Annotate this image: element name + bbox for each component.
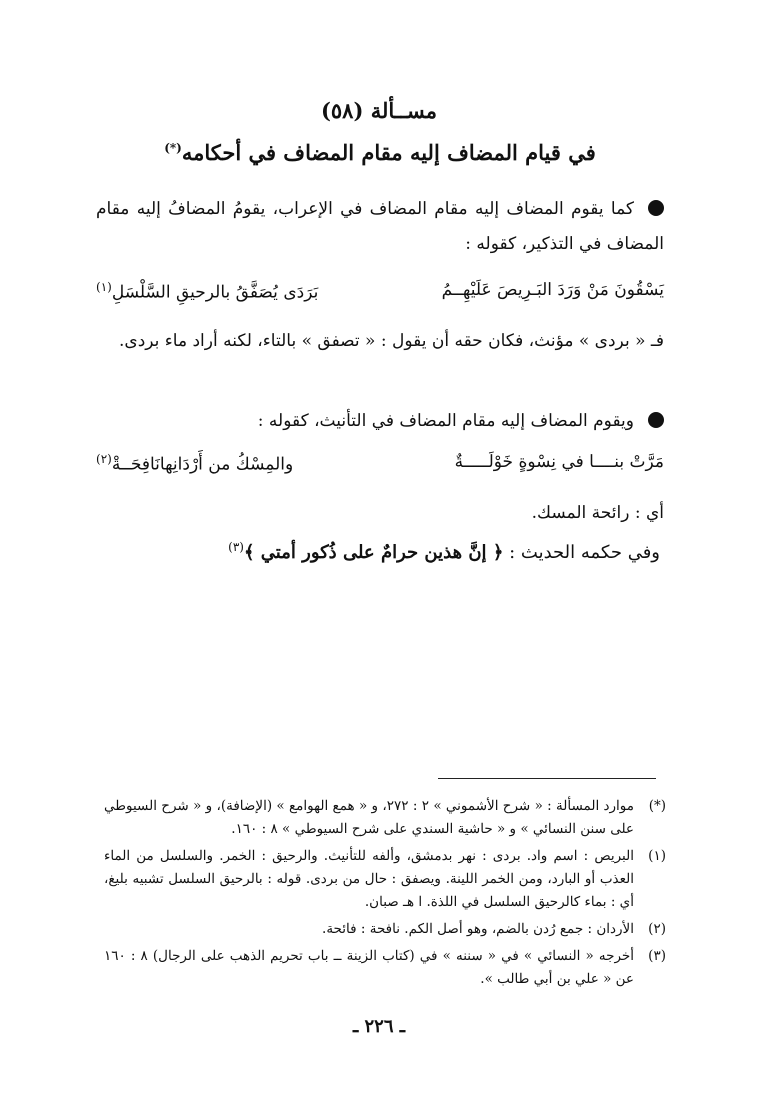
verse-2-first-hemistich xyxy=(455,452,664,472)
footnote-item xyxy=(104,845,666,914)
footnote-item xyxy=(104,918,666,941)
issue-title-text: في قيام المضاف إليه مقام المضاف في أحكامه xyxy=(181,140,596,165)
verse-2-footnote-mark: (٢) xyxy=(96,452,112,466)
verse-2-first-text: مَرَّتْ بنــــا في نِسْوةٍ خَوْلَـــــةٌ xyxy=(454,452,664,472)
footnote-text: موارد المسألة : « شرح الأشموني » ٢ : ٢٧٢، و « همع الهوامع » (الإضافة)، و « شرح السيوطي على سنن النسائي » و « حاشية السندي على شرح السيوطي » ٨ : ١٦٠. xyxy=(104,798,635,837)
verse-1-second-hemistich xyxy=(96,280,318,303)
issue-title xyxy=(60,140,700,165)
verse-1-footnote-mark: (١) xyxy=(96,280,112,294)
footnote-mark: (٣) xyxy=(648,948,666,964)
issue-title-footnote-mark: (*) xyxy=(164,141,182,155)
paragraph-feminine-text: ويقوم المضاف إليه مقام المضاف في التأنيث، كقوله : xyxy=(257,411,634,431)
footnote-mark: (*) xyxy=(648,798,666,814)
paragraph-explanation: فـ « بردى » مؤنث، فكان حقه أن يقول : « تصفق » بالتاء، لكنه أراد ماء بردى. xyxy=(118,331,664,351)
bullet-icon xyxy=(648,200,664,216)
verse-1-first-hemistich xyxy=(442,280,664,300)
paragraph-masculine xyxy=(96,192,664,262)
hadith-text: ﴿ إنَّ هذين حرامٌ على ذُكور أمتي ﴾ xyxy=(243,542,504,563)
hadith-prefix: وفي حكمه الحديث : xyxy=(509,542,660,563)
verse-1-first-text: يَسْقُونَ مَنْ وَرَدَ البَـرِيصَ عَلَيْهِــمُ xyxy=(441,280,664,300)
footnote-item xyxy=(104,945,666,991)
paragraph-masculine-text: كما يقوم المضاف إليه مقام المضاف في الإعراب، يقومُ المضافُ إليه مقام المضاف في التذكير، كقوله : xyxy=(96,199,664,254)
footnote-item xyxy=(104,795,666,841)
verse-1-second-text: بَرَدَى يُصَفَّقُ بالرحيقِ السَّلْسَلِ xyxy=(111,282,319,303)
footnote-text: أخرجه « النسائي » في « سننه » في (كتاب الزينة ــ باب تحريم الذهب على الرجال) ٨ : ١٦٠ عن « علي بن أبي طالب ». xyxy=(104,948,634,987)
footnote-mark: (٢) xyxy=(648,921,666,937)
paragraph-meaning: أي : رائحة المسك. xyxy=(531,503,664,523)
footnote-text: البريص : اسم واد. بردى : نهر بدمشق، وألفه للتأنيث. والرحيق : الخمر. والسلسل من الماء العذب أو البارد، ومن الخمر اللينة. ويصفق : حال من بردى. قوله : بالرحيق السلسل تشبيه بليغ، أي : بماء كالرحيق السلسل في اللذة. ا هـ صبان. xyxy=(104,848,634,910)
verse-1 xyxy=(96,280,664,314)
hadith-footnote-mark: (٣) xyxy=(228,540,244,554)
issue-number-heading: مســألة (٥٨) xyxy=(320,98,438,123)
footnote-separator xyxy=(438,778,656,779)
footnote-mark: (١) xyxy=(648,848,666,864)
footnotes xyxy=(104,795,666,991)
hadith-quote xyxy=(150,540,660,563)
page-number: ـ ٢٢٦ ـ xyxy=(352,1016,406,1037)
verse-2-second-text: والمِسْكُ من أَرْدَانِهانَافِحَــةْ xyxy=(111,454,294,475)
verse-2-second-hemistich xyxy=(96,452,293,475)
verse-2 xyxy=(96,452,664,486)
footnote-text: الأردان : جمع رُدن بالضم، وهو أصل الكم. نافحة : فائحة. xyxy=(322,921,634,937)
paragraph-feminine xyxy=(96,404,664,439)
bullet-icon xyxy=(648,412,664,428)
